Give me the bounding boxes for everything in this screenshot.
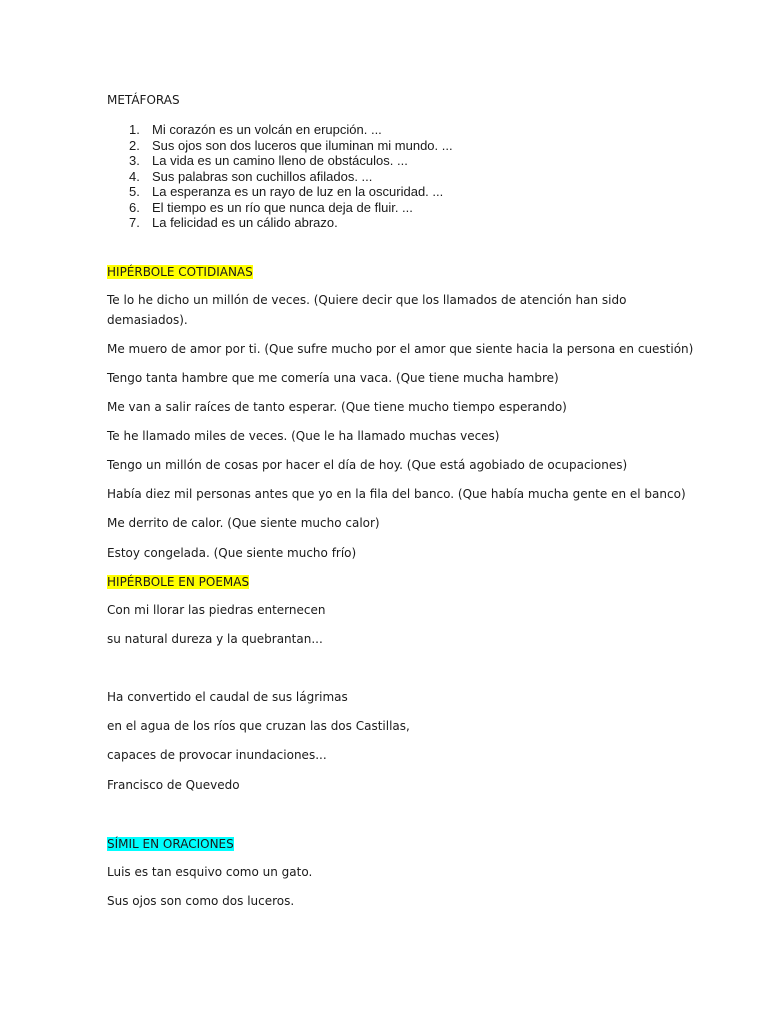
paragraph: Luis es tan esquivo como un gato. bbox=[107, 865, 313, 879]
paragraph: Tengo tanta hambre que me comería una vaca. (Que tiene mucha hambre) bbox=[107, 371, 559, 385]
paragraph: Me van a salir raíces de tanto esperar. (Que tiene mucho tiempo esperando) bbox=[107, 400, 567, 414]
list-item bbox=[107, 200, 453, 216]
list-number: 1. bbox=[129, 122, 140, 137]
simil-oraciones-section bbox=[107, 837, 234, 851]
paragraph: Me derrito de calor. (Que siente mucho calor) bbox=[107, 516, 380, 530]
poem-line: Con mi llorar las piedras enternecen bbox=[107, 603, 326, 617]
paragraph: Estoy congelada. (Que siente mucho frío) bbox=[107, 546, 357, 560]
list-number: 6. bbox=[129, 199, 140, 215]
list-item bbox=[107, 184, 453, 200]
paragraph: Me muero de amor por ti. (Que sufre mucho por el amor que siente hacia la persona en cuestión) bbox=[107, 342, 694, 356]
poem-line: Ha convertido el caudal de sus lágrimas bbox=[107, 690, 348, 704]
poem-line: capaces de provocar inundaciones... bbox=[107, 748, 327, 762]
hiperbole-cotidianas-section bbox=[107, 265, 253, 279]
paragraph: Te he llamado miles de veces. (Que le ha llamado muchas veces) bbox=[107, 429, 500, 443]
paragraph: Tengo un millón de cosas por hacer el día de hoy. (Que está agobiado de ocupaciones) bbox=[107, 458, 628, 472]
list-text: Sus palabras son cuchillos afilados. ... bbox=[152, 168, 373, 184]
paragraph: Te lo he dicho un millón de veces. (Quiere decir que los llamados de atención han sido demasiados). bbox=[107, 293, 627, 327]
list-number: 3. bbox=[129, 153, 140, 168]
metaforas-title: METÁFORAS bbox=[107, 93, 180, 107]
list-text: Sus ojos son dos luceros que iluminan mi mundo. ... bbox=[152, 137, 453, 153]
list-item bbox=[107, 169, 453, 185]
metaforas-section bbox=[107, 93, 180, 107]
list-number: 2. bbox=[129, 137, 140, 153]
list-item bbox=[107, 153, 453, 169]
list-text: Mi corazón es un volcán en erupción. ... bbox=[152, 122, 382, 137]
simil-oraciones-title: SÍMIL EN ORACIONES bbox=[107, 837, 234, 851]
poem-line: en el agua de los ríos que cruzan las dos Castillas, bbox=[107, 719, 410, 733]
list-number: 5. bbox=[129, 184, 140, 199]
list-text: La vida es un camino lleno de obstáculos. ... bbox=[152, 153, 408, 168]
hiperbole-cotidianas-title: HIPÉRBOLE COTIDIANAS bbox=[107, 265, 253, 279]
poem-author: Francisco de Quevedo bbox=[107, 778, 240, 792]
poem-line: su natural dureza y la quebrantan... bbox=[107, 632, 323, 646]
list-item bbox=[107, 215, 453, 231]
list-number: 4. bbox=[129, 168, 140, 184]
metaforas-list bbox=[107, 122, 453, 231]
paragraph: Sus ojos son como dos luceros. bbox=[107, 894, 295, 908]
hiperbole-poemas-title: HIPÉRBOLE EN POEMAS bbox=[107, 575, 250, 589]
list-text: La esperanza es un rayo de luz en la oscuridad. ... bbox=[152, 184, 444, 199]
list-text: La felicidad es un cálido abrazo. bbox=[152, 215, 338, 230]
list-item bbox=[107, 122, 453, 138]
hiperbole-poemas-section bbox=[107, 575, 249, 589]
list-text: El tiempo es un río que nunca deja de fluir. ... bbox=[152, 199, 413, 215]
list-number: 7. bbox=[129, 215, 140, 230]
list-item bbox=[107, 138, 453, 154]
paragraph: Había diez mil personas antes que yo en la fila del banco. (Que había mucha gente en el banco) bbox=[107, 487, 686, 501]
